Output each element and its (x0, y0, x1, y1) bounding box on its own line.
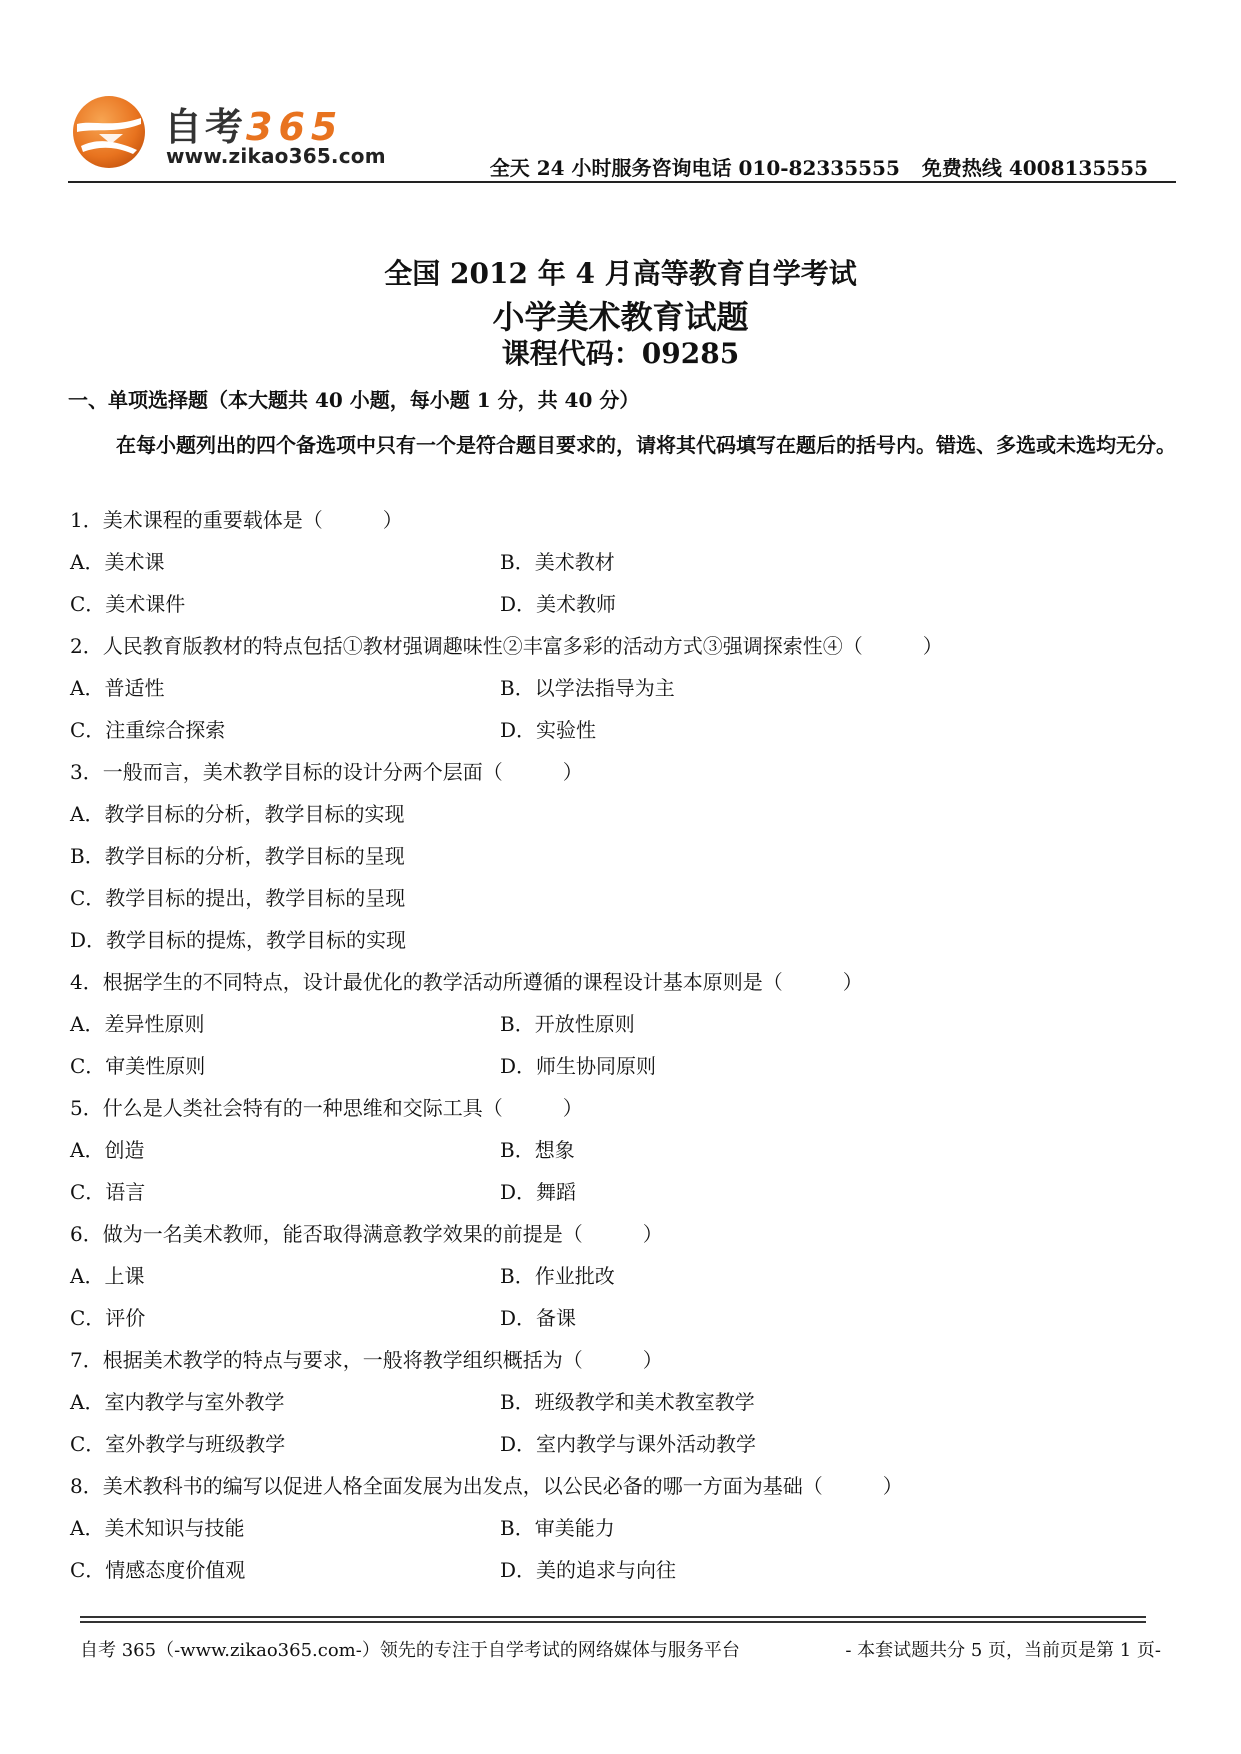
question-4-option-d: D．师生协同原则 (500, 1054, 657, 1078)
question-7-option-d: D．室内教学与课外活动教学 (500, 1432, 757, 1456)
question-1-option-b: B．美术教材 (500, 550, 615, 574)
hotline-info (490, 152, 1148, 181)
question-6-stem: 6．做为一名美术教师，能否取得满意教学效果的前提是（ ） (70, 1222, 663, 1246)
logo-title (164, 96, 343, 151)
logo-url: www.zikao365.com (166, 144, 386, 168)
question-3-option-b: B．教学目标的分析，教学目标的呈现 (70, 844, 405, 868)
question-7-option-b: B．班级教学和美术教室教学 (500, 1390, 755, 1414)
question-2-option-d: D．实验性 (500, 718, 597, 742)
footer-page-info: - 本套试题共分 5 页，当前页是第 1 页- (845, 1640, 1161, 1661)
question-5-stem: 5．什么是人类社会特有的一种思维和交际工具（ ） (70, 1096, 583, 1120)
logo-title-cn: 自考 (164, 105, 247, 149)
logo-title-number: 365 (246, 105, 344, 149)
question-1-stem: 1．美术课程的重要载体是（ ） (70, 508, 403, 532)
question-5-option-b: B．想象 (500, 1138, 575, 1162)
question-2-option-c: C．注重综合探索 (70, 718, 226, 742)
question-8-option-b: B．审美能力 (500, 1516, 615, 1540)
section-instruction: 在每小题列出的四个备选项中只有一个是符合题目要求的，请将其代码填写在题后的括号内。错选、多选或未选均无分。 (116, 433, 1176, 457)
question-7-option-c: C．室外教学与班级教学 (70, 1432, 286, 1456)
question-4-option-b: B．开放性原则 (500, 1012, 635, 1036)
question-8-stem: 8．美术教科书的编写以促进人格全面发展为出发点，以公民必备的哪一方面为基础（ ） (70, 1474, 903, 1498)
question-5-option-a: A．创造 (70, 1138, 145, 1162)
question-3-option-d: D．教学目标的提炼，教学目标的实现 (70, 928, 407, 952)
question-4-option-a: A．差异性原则 (70, 1012, 205, 1036)
question-8-option-a: A．美术知识与技能 (70, 1516, 245, 1540)
service-phone: 全天 24 小时服务咨询电话 010-82335555 (489, 156, 900, 180)
question-3-option-c: C．教学目标的提出，教学目标的呈现 (70, 886, 406, 910)
question-7-stem: 7．根据美术教学的特点与要求，一般将教学组织概括为（ ） (70, 1348, 663, 1372)
question-1-option-d: D．美术教师 (500, 592, 617, 616)
question-6-option-a: A．上课 (70, 1264, 145, 1288)
exam-subject: 小学美术教育试题 (492, 298, 749, 336)
question-8-option-d: D．美的追求与向往 (500, 1558, 677, 1582)
free-hotline: 免费热线 4008135555 (921, 156, 1148, 180)
footer-divider-top (80, 1616, 1146, 1618)
question-2-option-a: A．普适性 (70, 676, 165, 700)
zikao365-logo-icon (71, 94, 147, 170)
question-4-stem: 4．根据学生的不同特点，设计最优化的教学活动所遵循的课程设计基本原则是（ ） (70, 970, 863, 994)
exam-title: 全国 2012 年 4 月高等教育自学考试 (384, 257, 857, 290)
question-7-option-a: A．室内教学与室外教学 (70, 1390, 285, 1414)
question-6-option-d: D．备课 (500, 1306, 577, 1330)
question-6-option-b: B．作业批改 (500, 1264, 615, 1288)
question-5-option-d: D．舞蹈 (500, 1180, 577, 1204)
question-4-option-c: C．审美性原则 (70, 1054, 206, 1078)
question-2-option-b: B．以学法指导为主 (500, 676, 675, 700)
section-heading: 一、单项选择题（本大题共 40 小题，每小题 1 分，共 40 分） (68, 388, 640, 412)
question-3-stem: 3．一般而言，美术教学目标的设计分两个层面（ ） (70, 760, 583, 784)
course-code: 课程代码：09285 (501, 337, 740, 370)
page-header (68, 88, 1176, 184)
footer-divider-bottom (80, 1621, 1146, 1623)
question-1-option-c: C．美术课件 (70, 592, 186, 616)
question-1-option-a: A．美术课 (70, 550, 165, 574)
question-5-option-c: C．语言 (70, 1180, 146, 1204)
question-2-stem: 2．人民教育版教材的特点包括①教材强调趣味性②丰富多彩的活动方式③强调探索性④（ ） (70, 634, 943, 658)
question-6-option-c: C．评价 (70, 1306, 146, 1330)
footer-site-info: 自考 365（-www.zikao365.com-）领先的专注于自学考试的网络媒体与服务平台 (80, 1640, 740, 1661)
header-divider (68, 181, 1176, 183)
question-8-option-c: C．情感态度价值观 (70, 1558, 246, 1582)
question-3-option-a: A．教学目标的分析，教学目标的实现 (70, 802, 405, 826)
